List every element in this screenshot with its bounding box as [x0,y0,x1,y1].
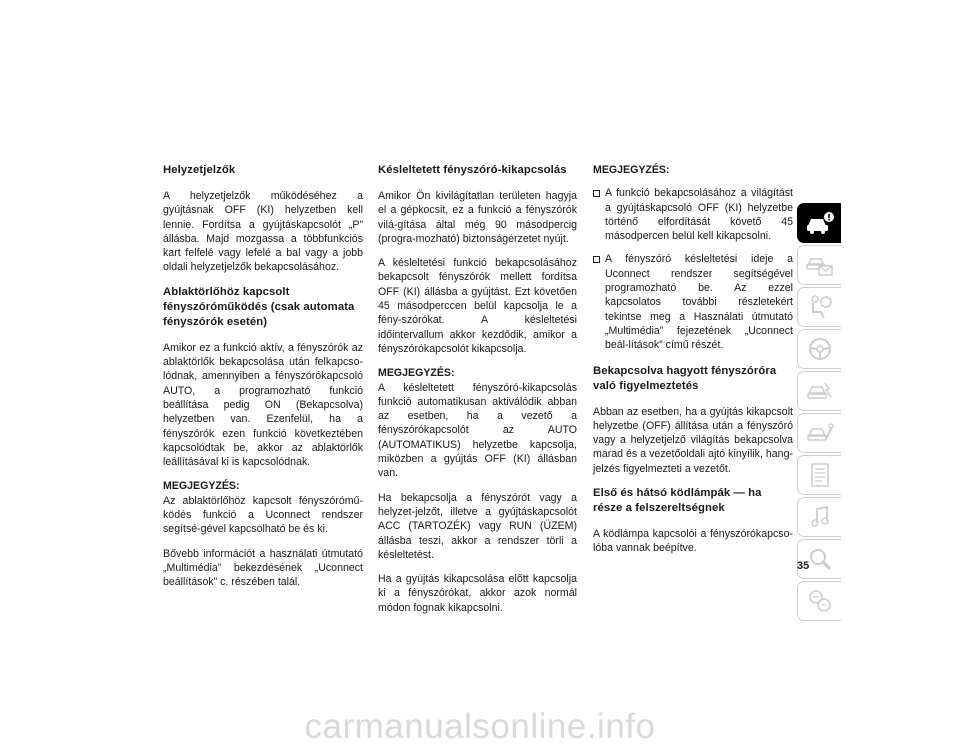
car-info-icon [805,209,835,237]
text-column-1 [163,163,363,600]
paragraph: Bővebb információt a használati útmutató „Multimédia” bekezdésének „Uconnect beállítások” c. részében talál. [163,547,363,589]
section-heading: Bekapcsolva hagyott fényszóróra való figyelmeztetés [593,364,777,392]
section-heading: Ablaktörlőhöz kapcsolt fényszóróműködés (csak automata fényszórók esetén) [163,285,355,328]
text-column-3 [593,163,793,566]
section-heading: Késleltetett fényszóró-kikapcsolás [378,164,567,176]
tab-airbag-seat[interactable] [797,287,841,327]
note [163,479,363,536]
square-bullet-icon [593,256,600,263]
paragraph: A helyzetjelzők működéséhez a gyújtásnak OFF (KI) helyzetben kell lennie. Fordítsa a gyújtáskapcsolót „P” állásba. Majd mozgassa a többfunkciós kart felfelé vagy lefelé a bal vagy a jobb oldali helyzetjelzők bekapcsolásához. [163,190,363,274]
section-heading: Helyzetjelzők [163,164,236,176]
paragraph: Amikor ez a funkció aktív, a fényszórók az ablaktörlők bekapcsolása után felkapcso-lódnak, amennyiben a fényszórókapcsoló AUTO, a programozható funkció beállítása pedig ON (Bekapcsolva) helyzetben van. Ezenfelül, ha a fényszórók ezen funkció következtében kapcsolódtak be, akkor az ablaktörlők leállításával ki is kapcsolódnak. [163,341,363,469]
paragraph: A késleltetési funkció bekapcsolásához bekapcsolt fényszórók mellett fordítsa OFF (KI) állásba a gyújtást. Ezt követően 45 másodperccen belül kapcsolja le a fény-szórókat. A késleltetési időintervallum akkor kezdődik, amikor a fényszórókapcsolót kikapcsolja. [378,257,577,355]
paragraph: Ha bekapcsolja a fényszórót vagy a helyzet-jelzőt, illetve a gyújtáskapcsolót ACC (TARTOZÉK) vagy RUN (ÜZEM) állásba teszi, akkor a rendszer törli a késleltetést. [378,491,577,561]
tab-car-mail[interactable] [797,245,841,285]
watermark: carmanualsonline.info [304,707,656,746]
checklist-icon [805,461,835,489]
note [378,366,577,480]
tab-language[interactable] [797,581,841,621]
list-item-text: A fényszóró késleltetési ideje a Uconnect rendszer segítségével programozható be. Az ezzel kapcsolatos további részletekért tekintse meg a Használati útmutató „Multimédia” fejezetének „Uconnect beál-lítások” című részét. [605,253,793,352]
tab-car-info[interactable] [797,203,841,243]
page-number: 35 [797,560,810,572]
paragraph: Abban az esetben, ha a gyújtás kikapcsolt helyzetbe (OFF) állítása után a fényszóró vagy a helyzetjelző világítás bekapcsolva marad és a vezetőoldali ajtó kinyílik, hang-jelzés figyelmezteti a vezetőt. [593,405,793,475]
tab-checklist[interactable] [797,455,841,495]
tab-music[interactable] [797,497,841,537]
list-item [593,252,793,352]
airbag-seat-icon [805,293,835,321]
car-crash-icon [805,377,835,405]
language-icon [805,587,835,615]
steering-wheel-icon [805,335,835,363]
note-title: MEGJEGYZÉS: [163,480,240,493]
tab-search[interactable] [797,539,841,579]
list-item [593,186,793,243]
tab-car-crash[interactable] [797,371,841,411]
tab-steering-wheel[interactable] [797,329,841,369]
section-heading: Első és hátsó ködlámpák — ha része a felszereltségnek [593,487,762,515]
car-mail-icon [805,251,835,279]
square-bullet-icon [593,190,600,197]
paragraph: Amikor Ön kivilágítatlan területen hagyja el a gépkocsit, ez a funkció a fényszórók vilá-gítása által még 90 másodpercig (progra-mozható) biztonságérzetet nyújt. [378,190,577,245]
note-list [593,186,793,352]
text-column-2 [378,163,577,625]
note-title: MEGJEGYZÉS: [378,367,455,380]
car-tools-icon [805,419,835,447]
paragraph: A ködlámpa kapcsolói a fényszórókapcso-lóba vannak beépítve. [593,528,793,555]
paragraph: Ha a gyújtás kikapcsolása előtt kapcsolja ki a fényszórókat, akkor azok normál módon fognak kikapcsolni. [378,573,577,614]
music-note-icon [805,503,835,531]
note-title: MEGJEGYZÉS: [593,164,670,176]
list-item-text: A funkció bekapcsolásához a világítást a gyújtáskapcsoló OFF (KI) helyzetbe történő elfordítását követő 45 másodpercen belül kell kikapcsolni. [605,187,793,243]
note-text: Az ablaktörlőhöz kapcsolt fényszórómű-ködés funkció a Uconnect rendszer segítsé-gével kapcsolható be és ki. [163,494,363,536]
note [593,163,793,177]
note-text: A késleltetett fényszóró-kikapcsolás funkció automatikusan aktiválódik abban az esetben, ha a vezető a fényszórókapcsolót az AUTO (AUTOMATIKUS) helyzetbe kapcsolja, miközben a gyújtás OFF (KI) állásban van. [378,381,577,480]
tab-car-tools[interactable] [797,413,841,453]
